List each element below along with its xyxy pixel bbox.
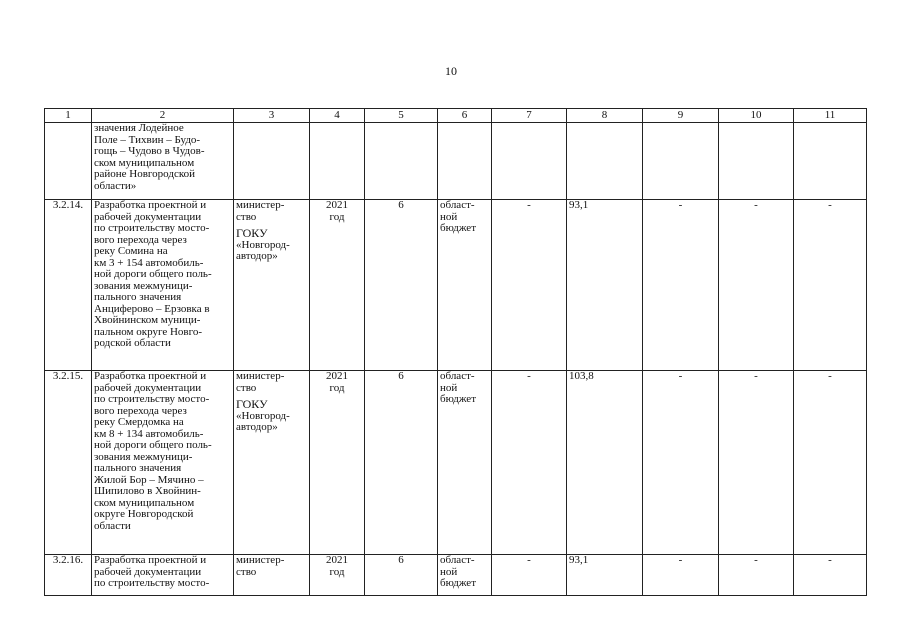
cell-col9: - (643, 200, 719, 371)
year-text: 2021 год (326, 554, 348, 578)
cell-source (438, 200, 492, 371)
header-col-2: 2 (92, 109, 234, 123)
table-row (45, 371, 867, 555)
header-col-9: 9 (643, 109, 719, 123)
table-row (45, 555, 867, 596)
cell-executor (234, 123, 310, 200)
cell-year (310, 555, 365, 596)
cell-col9: - (643, 371, 719, 555)
cell-col8: 93,1 (567, 555, 643, 596)
cell-num (45, 123, 92, 200)
cell-num: 3.2.15. (45, 371, 92, 555)
cell-col8: 103,8 (567, 371, 643, 555)
cell-col11: - (794, 371, 867, 555)
cell-description (92, 555, 234, 596)
description-text: значения Лодейное Поле – Тихвин – Будо- гощь – Чудово в Чудов- ском муниципальном районе Новгородской области» (94, 122, 205, 192)
executor-org-name: «Новгород- автодор» (236, 409, 290, 433)
cell-col10: - (719, 200, 794, 371)
cell-target: 6 (365, 555, 438, 596)
header-row (45, 109, 867, 123)
header-col-8: 8 (567, 109, 643, 123)
executor-ministry: министер- ство (236, 199, 285, 223)
cell-col9 (643, 123, 719, 200)
cell-num: 3.2.16. (45, 555, 92, 596)
page-number: 10 (445, 64, 457, 78)
cell-col11: - (794, 200, 867, 371)
cell-source (438, 371, 492, 555)
cell-year (310, 371, 365, 555)
cell-col7 (492, 123, 567, 200)
description-text: Разработка проектной и рабочей документации по строительству мосто- вого перехода через реку Смердомка на км 8 + 134 автомобиль- ной дороги общего поль- зования межмуници- пального значения Жилой Бор – Мячино – Шипилово в Хвойнин- ском муниципальном округе Новгородской области (94, 370, 212, 532)
cell-executor (234, 371, 310, 555)
executor-ministry: министер- ство (236, 370, 285, 394)
cell-num: 3.2.14. (45, 200, 92, 371)
cell-col11 (794, 123, 867, 200)
cell-col8: 93,1 (567, 200, 643, 371)
table-row-continuation (45, 123, 867, 200)
year-text: 2021 год (326, 370, 348, 394)
header-col-7: 7 (492, 109, 567, 123)
cell-executor (234, 200, 310, 371)
header-col-11: 11 (794, 109, 867, 123)
cell-source (438, 123, 492, 200)
cell-executor (234, 555, 310, 596)
header-col-6: 6 (438, 109, 492, 123)
cell-target: 6 (365, 200, 438, 371)
cell-year (310, 200, 365, 371)
cell-col10: - (719, 371, 794, 555)
cell-col7: - (492, 200, 567, 371)
source-text: област- ной бюджет (440, 370, 476, 405)
description-text: Разработка проектной и рабочей документации по строительству мосто- (94, 554, 210, 589)
program-table (44, 108, 867, 596)
year-text: 2021 год (326, 199, 348, 223)
cell-description (92, 123, 234, 200)
table-row (45, 200, 867, 371)
cell-col10 (719, 123, 794, 200)
cell-col9: - (643, 555, 719, 596)
cell-target: 6 (365, 371, 438, 555)
source-text: област- ной бюджет (440, 554, 476, 589)
header-col-3: 3 (234, 109, 310, 123)
source-text: област- ной бюджет (440, 199, 476, 234)
cell-description (92, 371, 234, 555)
cell-col7: - (492, 371, 567, 555)
executor-org-name: «Новгород- автодор» (236, 238, 290, 262)
executor-ministry: министер- ство (236, 554, 285, 578)
executor-org: ГОКУ (236, 397, 268, 411)
executor-org: ГОКУ (236, 226, 268, 240)
header-col-4: 4 (310, 109, 365, 123)
header-col-10: 10 (719, 109, 794, 123)
cell-year (310, 123, 365, 200)
cell-description (92, 200, 234, 371)
cell-col11: - (794, 555, 867, 596)
header-col-1: 1 (45, 109, 92, 123)
cell-col7: - (492, 555, 567, 596)
cell-source (438, 555, 492, 596)
header-col-5: 5 (365, 109, 438, 123)
description-text: Разработка проектной и рабочей документации по строительству мосто- вого перехода через реку Сомина на км 3 + 154 автомобиль- ной дороги общего поль- зования межмуници- пального значения Анциферово – Ерзовка в Хвойнинском муници- пальном округе Новго- родской области (94, 199, 212, 349)
cell-target (365, 123, 438, 200)
cell-col10: - (719, 555, 794, 596)
cell-col8 (567, 123, 643, 200)
